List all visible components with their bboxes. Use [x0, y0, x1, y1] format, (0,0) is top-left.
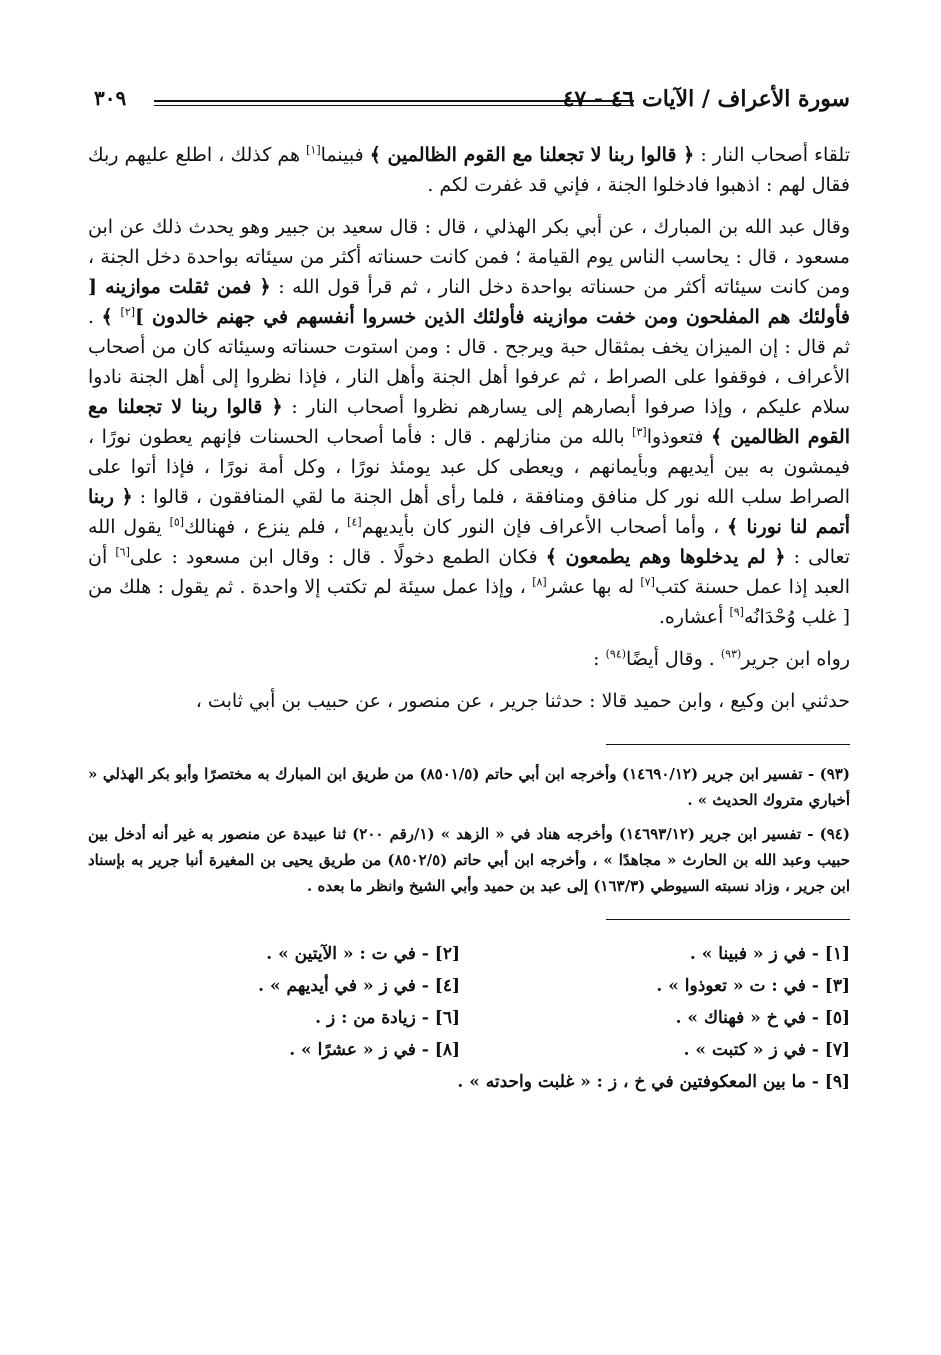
text-run: حدثني ابن وكيع ، وابن حميد قالا : حدثنا جرير ، عن منصور ، عن حبيب بن أبي ثابت ، [195, 690, 850, 712]
text-run: ، فلم ينزع ، فهنالك [184, 516, 348, 538]
footnote-marker: [٧] [640, 575, 655, 589]
text-run: أن العبد إذا عمل حسنة كتب [88, 546, 850, 598]
footnote: (٩٣) - تفسير ابن جرير (١٤٦٩٠/١٢) وأخرجه ابن أبي حاتم (٨٥٠١/٥) من طريق ابن المبارك به مختصرًا وأبو بكر الهذلي « أخباري متروك الحديث » . [88, 765, 850, 809]
variant-note: [٦] - زيادة من : ز . [315, 1008, 460, 1028]
footnote-marker: [٤] [347, 515, 362, 529]
variant-row [88, 1066, 850, 1098]
page [88, 72, 850, 1098]
footnotes-divider [606, 744, 850, 753]
variant-note: [٧] - في ز « كتبت » . [683, 1040, 850, 1060]
text-run: وقال عبد الله بن المبارك ، عن أبي بكر الهذلي ، قال : قال سعيد بن جبير وهو يحدث ذلك عن ابن مسعود ، قال : يحاسب الناس يوم القيامة ؛ فمن كانت حسناته أكثر من سيئاته بواحدة دخل الجنة ، ومن كانت سيئاته أكثر من حسناته بواحدة دخل النار ، ثم قرأ قول الله : [88, 216, 850, 298]
quran-verse: ﴿ ربنا أتمم لنا نورنا ﴾ [88, 486, 850, 538]
footnote-marker: [١] [306, 143, 321, 157]
text-run: هم كذلك ، اطلع عليهم ربك فقال لهم : اذهبوا فادخلوا الجنة ، فإني قد غفرت لكم . [88, 144, 850, 196]
variant-note: [٣] - في : ت « تعوذوا » . [656, 976, 850, 996]
variant-note [88, 1066, 460, 1098]
footnote-marker: [٢] [120, 305, 136, 319]
variant-note: [٨] - في ز « عشرًا » . [289, 1040, 460, 1060]
paragraph [88, 686, 850, 716]
variant-note: [٢] - في ت : « الآيتين » . [266, 944, 460, 964]
manuscript-variants [88, 938, 850, 1098]
variant-note: [٤] - في ز « في أيديهم » . [258, 976, 460, 996]
paragraph [88, 644, 850, 674]
variant-row [88, 938, 850, 970]
variants-divider [606, 919, 850, 926]
page-number: ٣٠٩ [94, 86, 127, 110]
text-run: أعشاره. [658, 606, 730, 628]
text-run: ، وأما أصحاب الأعراف فإن النور كان بأيديهم [361, 516, 727, 538]
main-text [88, 140, 850, 716]
quran-verse: ﴿ فمن ثقلت موازينه [ فأولئك هم المفلحون ومن خفت موازينه فأولئك الذين خسروا أنفسهم في جهنم خالدون ] [88, 276, 850, 328]
text-run: فبينما [320, 144, 370, 166]
header-rule [154, 100, 634, 102]
text-run: : [593, 648, 606, 670]
paragraph [88, 212, 850, 632]
footnote-marker: [٥] [169, 515, 185, 529]
footnote-marker: [٦] [115, 545, 130, 559]
variant-row [88, 1002, 850, 1034]
text-run: يقول الله تعالى : [88, 516, 850, 568]
footnote-marker: [٩] [729, 605, 744, 619]
variant-row [88, 970, 850, 1002]
variant-note: [١] - في ز « فبينا » . [689, 944, 850, 964]
text-run: فتعوذوا [646, 426, 711, 448]
text-run: ، وإذا عمل سيئة لم تكتب إلا واحدة . ثم يقول : هلك من [ غلب وُحْدَانُه [88, 576, 850, 628]
variant-row [88, 1034, 850, 1066]
footnotes [88, 761, 850, 899]
running-title: سورة الأعراف / الآيات ٤٦ - ٤٧ [562, 86, 850, 112]
text-run: . ثم قال : إن الميزان يخف بمثقال حبة ويرجح . قال : ومن استوت حسناته وسيئاته كان من أصحاب الأعراف ، فوقفوا على الصراط ، ثم عرفوا أهل الجنة وأهل النار ، فإذا نظروا إلى أهل الجنة نادوا سلام عليكم ، وإذا صرفوا أبصارهم إلى يسارهم نظروا أصحاب النار : [88, 306, 851, 418]
variant-note: [٥] - في خ « فهناك » . [675, 1008, 850, 1028]
text-run: له بها عشر [546, 576, 641, 598]
text-run: . وقال أيضًا [626, 648, 721, 670]
text-run: تلقاء أصحاب النار : [694, 144, 850, 166]
variant-note: [٩] - ما بين المعكوفتين في خ ، ز : « غلبت واحدته » . [457, 1072, 850, 1092]
page-header [88, 72, 850, 112]
paragraph [88, 140, 850, 200]
quran-verse: ﴿ لم يدخلوها وهم يطمعون ﴾ [545, 546, 786, 568]
text-run: فكان الطمع دخولًا . قال : وقال ابن مسعود : على [129, 546, 546, 568]
quran-verse: ﴾ [101, 306, 121, 328]
quran-verse: ﴿ قالوا ربنا لا تجعلنا مع القوم الظالمين ﴾ [88, 396, 850, 448]
footnote: (٩٤) - تفسير ابن جرير (١٤٦٩٣/١٢) وأخرجه هناد في « الزهد » (١/رقم ٢٠٠) ثنا عبيدة عن منصور به غير أنه أدخل بين حبيب وعبد الله بن الحارث « مجاهدًا » ، وأخرجه ابن أبي حاتم (٨٥٠٢/٥) من طريق يحيى بن المغيرة أنبا جرير به بإسناد ابن جرير ، وزاد نسبته السيوطي (١٦٣/٣) إلى عبد بن حميد وأبي الشيخ وانظر ما بعده . [88, 825, 850, 895]
footnote-marker: [٨] [532, 575, 547, 589]
text-run: بالله من منازلهم . قال : فأما أصحاب الحسنات فإنهم يعطون نورًا ، فيمشون به بين أيديهم وبأيمانهم ، ويعطى كل عبد يومئذ نورًا ، وكل أمة نورًا ، فإذا أتوا على الصراط سلب الله نور كل منافق ومنافقة ، فلما رأى أهل الجنة ما لقي المنافقون ، قالوا : [88, 426, 850, 508]
footnote-marker: [٣] [632, 425, 647, 439]
footnote-marker: (٩٣) [720, 647, 742, 661]
footnote-marker: (٩٤) [605, 647, 627, 661]
quran-verse: ﴿ قالوا ربنا لا تجعلنا مع القوم الظالمين ﴾ [369, 144, 695, 166]
text-run: رواه ابن جرير [741, 648, 850, 670]
